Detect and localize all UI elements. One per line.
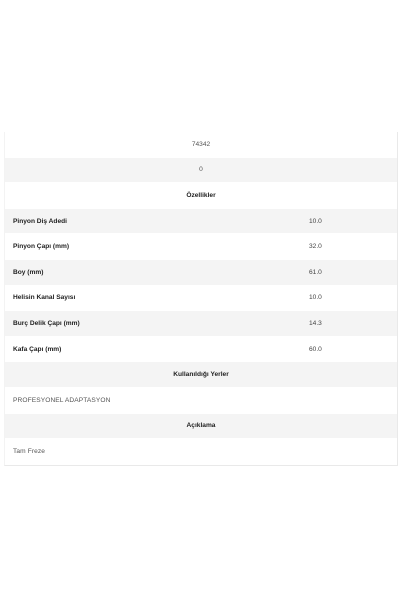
spec-label: Boy (mm) <box>13 268 44 276</box>
count-value: 0 <box>199 166 203 174</box>
spec-label: Kafa Çapı (mm) <box>13 345 62 353</box>
spec-value: 10.0 <box>309 294 322 302</box>
section-header-kullanim <box>5 362 397 388</box>
spec-value: 32.0 <box>309 243 322 251</box>
spec-value: 60.0 <box>309 345 322 353</box>
description-text: Tam Freze <box>13 447 46 455</box>
spec-row <box>5 311 397 337</box>
spec-row <box>5 286 397 312</box>
product-code: 74342 <box>191 140 211 148</box>
description-row <box>5 439 397 465</box>
spec-value: 61.0 <box>309 268 322 276</box>
section-title: Özellikler <box>186 191 216 199</box>
spec-row <box>5 234 397 260</box>
spec-value: 14.3 <box>309 319 322 327</box>
spec-label: Helisin Kanal Sayısı <box>13 294 76 302</box>
section-title: Kullanıldığı Yerler <box>173 371 229 379</box>
spec-row <box>5 260 397 286</box>
section-header-aciklama <box>5 414 397 440</box>
usage-text: PROFESYONEL ADAPTASYON <box>13 396 111 404</box>
section-title: Açıklama <box>186 422 216 430</box>
usage-row <box>5 388 397 414</box>
spec-value: 10.0 <box>309 217 322 225</box>
spec-row <box>5 337 397 363</box>
spec-label: Pinyon Çapı (mm) <box>13 243 70 251</box>
spec-row <box>5 209 397 235</box>
spec-label: Burç Delik Çapı (mm) <box>13 319 80 327</box>
section-header-ozellikler <box>5 183 397 209</box>
product-code-row <box>5 132 397 158</box>
count-row <box>5 158 397 184</box>
spec-label: Pinyon Diş Adedi <box>13 217 67 225</box>
product-spec-table <box>4 132 398 466</box>
